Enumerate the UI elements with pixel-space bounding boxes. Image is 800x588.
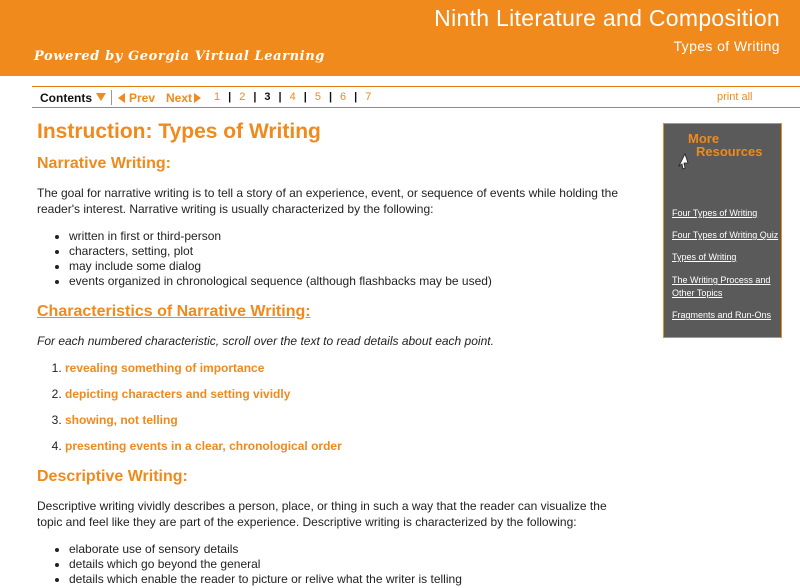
- main-content: [37, 120, 637, 588]
- page-separator: |: [328, 91, 333, 103]
- page-link-1[interactable]: 1: [214, 91, 221, 103]
- print-all-link[interactable]: print all: [717, 91, 753, 103]
- more-resources-panel: [663, 123, 782, 338]
- page-link-3-current[interactable]: 3: [264, 91, 271, 103]
- page-separator: |: [253, 91, 257, 103]
- resource-link-types-of-writing[interactable]: Types of Writing: [672, 252, 737, 262]
- more-title-line2: Resources: [696, 144, 763, 159]
- header-banner: [0, 0, 800, 76]
- narrative-heading: Narrative Writing:: [37, 155, 171, 172]
- contents-dropdown-icon[interactable]: [96, 93, 106, 101]
- list-item: [65, 413, 637, 428]
- characteristic-rollover[interactable]: depicting characters and setting vividly: [65, 387, 291, 401]
- prev-button[interactable]: Prev: [129, 91, 156, 105]
- page-link-7[interactable]: 7: [365, 91, 372, 103]
- page-link-4[interactable]: 4: [289, 91, 296, 103]
- more-title-line1: More: [688, 131, 720, 146]
- characteristic-rollover[interactable]: presenting events in a clear, chronological order: [65, 439, 342, 453]
- list-item: • details which enable the reader to picture or relive what the writer is telling: [69, 572, 637, 587]
- page-link-6[interactable]: 6: [340, 91, 347, 103]
- page-separator: |: [303, 91, 307, 103]
- list-item: • written in first or third-person: [69, 229, 637, 244]
- page-link-5[interactable]: 5: [314, 91, 321, 103]
- prev-arrow-icon[interactable]: [118, 93, 125, 103]
- resource-link-writing-process[interactable]: The Writing Process and Other Topics: [672, 275, 771, 298]
- cursor-arrow-icon: [676, 152, 690, 170]
- list-item: • elaborate use of sensory details: [69, 542, 637, 557]
- resource-link-four-types[interactable]: Four Types of Writing: [672, 208, 758, 218]
- narrative-list: [69, 229, 637, 289]
- characteristics-heading-link[interactable]: Characteristics of Narrative Writing:: [37, 303, 311, 320]
- characteristic-rollover[interactable]: revealing something of importance: [65, 361, 265, 375]
- resource-link-quiz[interactable]: Four Types of Writing Quiz: [672, 230, 779, 240]
- page-separator: |: [278, 91, 282, 103]
- list-item: [65, 361, 637, 376]
- nav-divider: [111, 90, 112, 105]
- list-item: • characters, setting, plot: [69, 244, 637, 259]
- list-item: • events organized in chronological sequence (although flashbacks may be used): [69, 274, 637, 289]
- characteristics-instruction: For each numbered characteristic, scroll over the text to read details about each point.: [37, 334, 494, 348]
- characteristic-rollover[interactable]: showing, not telling: [65, 413, 178, 427]
- list-item: [65, 387, 637, 402]
- resource-link-fragments[interactable]: Fragments and Run-Ons: [672, 310, 772, 320]
- descriptive-intro: Descriptive writing vividly describes a person, place, or thing in such a way that the reader can visualize the topic and feel like they are part of the experience. Descriptive writing is characterized by the following:: [37, 499, 607, 529]
- next-button[interactable]: Next: [166, 91, 193, 105]
- page-link-2[interactable]: 2: [239, 91, 246, 103]
- list-item: • may include some dialog: [69, 259, 637, 274]
- lesson-navbar: [32, 86, 800, 108]
- page-separator: |: [228, 91, 232, 103]
- unit-title: Types of Writing: [673, 38, 780, 54]
- next-arrow-icon[interactable]: [194, 93, 201, 103]
- descriptive-list: [69, 542, 637, 587]
- more-resources-title: [688, 132, 762, 158]
- page-numbers: [214, 91, 371, 103]
- powered-by-logo: Powered by Georgia Virtual Learning: [34, 49, 325, 64]
- page-title: Instruction: Types of Writing: [37, 120, 321, 143]
- page-separator: |: [354, 91, 358, 103]
- contents-label[interactable]: Contents: [40, 91, 92, 105]
- course-title: Ninth Literature and Composition: [434, 5, 780, 31]
- narrative-intro: The goal for narrative writing is to tell a story of an experience, event, or sequence of events while holding the reader's interest. Narrative writing is usually characterized by the following:: [37, 186, 618, 216]
- list-item: [65, 439, 637, 454]
- descriptive-heading: Descriptive Writing:: [37, 468, 188, 485]
- characteristics-list: [65, 361, 637, 454]
- list-item: • details which go beyond the general: [69, 557, 637, 572]
